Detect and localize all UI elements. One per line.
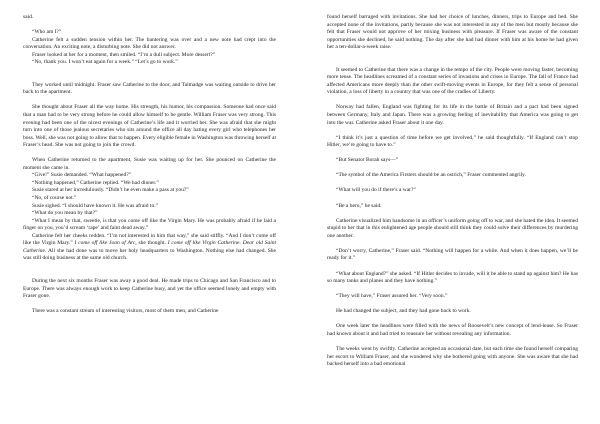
paragraph: said. — [23, 14, 34, 20]
paragraph — [23, 233, 276, 263]
italic-thought: I come off like Virgin Catherine. Dear old Saint Catherine. — [23, 240, 277, 254]
dialogue-line: “Nothing happened,” Catherine replied. “We had dinner.” — [32, 179, 159, 186]
paragraph: One week later the headlines were filled with the news of Roosevelt’s new concept of lend-lease. So Fraser had known about it and had tried to reassure her without revealing any information. — [327, 323, 578, 337]
paragraph: He had changed the subject, and they had gone back to work. — [336, 308, 471, 315]
paragraph: The weeks went by swiftly. Catherine accepted an occasional date, but each time she found herself comparing her escort to William Fraser, and she wondered why she bothered going with anyone. She was aware that she had backed herself into a bad emotional — [327, 345, 578, 368]
dialogue-line: Susie sighed. “I should have known it. He was afraid to.” — [32, 202, 159, 209]
paragraph: Norway had fallen, England was fighting for its life in the battle of Britain and a pact had been signed between Germany, Italy and Japan. There was a growing feeling of inevitability that America was going to get into the war. Catherine asked Fraser about it one day. — [327, 104, 578, 126]
paragraph: There was a constant stream of interesting visitors, most of them men, and Catherine — [32, 308, 219, 315]
paragraph: They worked until midnight. Fraser saw Catherine to the door, and Talmadge was waiting outside to drive her back to the apartment. — [23, 81, 276, 96]
dialogue-line: “I think it’s just a question of time before we get involved,” he said thoughtfully. “If England can’t stop Hitler, we’re going to have to.” — [327, 134, 578, 149]
text-run: she thought. — [136, 240, 168, 247]
paragraph: found herself barraged with invitations. She had her choice of lunches, dinners, trips to Europe and bed. She accepted none of the invitations, partly because she was not interested in any of the men but mostly because she felt that Fraser would not approve of her mixing business with pleasure. If Fraser was aware of the constant opportunities she declined, he said nothing. The day after she had had dinner with him at his home he had given her a ten-dollar-a-week raise. — [327, 14, 578, 51]
dialogue-line: “Who am I?” — [32, 29, 62, 36]
text-run: Catherine felt her cheeks redden. “I’m not interested in him that way,” she said stiffly. “And I don’t come off like the Virgin Mary.” — [23, 232, 276, 247]
dialogue-line: “What will you do if there’s a war?” — [336, 187, 416, 194]
dialogue-line: “What I mean by that, sweetie, is that you come off like the Virgin Mary. He was probably afraid if he laid a finger on you, you’d scream ‘rape’ and faint dead away.” — [23, 217, 276, 232]
paragraph: She thought about Fraser all the way home. His strength, his humor, his compassion. Someone had once said that a man had to be very strong before he could allow himself to be gentle. William Fraser was very strong. This evening had been one of the nicest evenings of Catherine’s life and it worried her. She was afraid that she might turn into one of those jealous secretaries who sits around the office all day hating every girl who telephones her boss. Well, she was not going to allow that to happen. Every eligible female in Washington was throwing herself at Fraser’s head. She was not going to join the crowd. — [23, 104, 276, 149]
dialogue-line: “Be a hero,” he said. — [336, 202, 382, 209]
dialogue-line: “Don’t worry, Catherine,” Fraser said. “Nothing will happen for a while. And when it does happen, we’ll be ready for it.” — [327, 247, 578, 262]
dialogue-line: Fraser looked at her for a moment, then smiled. “I’m a dull subject. More dessert?” — [32, 51, 216, 58]
italic-thought: I come off like Joan of Arc, — [74, 240, 137, 247]
paragraph: During the next six months Fraser was away a good deal. He made trips to Chicago and San Francisco and to Europe. There was always enough work to keep Catherine busy, and yet the office seemed lonely and empty with Fraser gone. — [23, 277, 276, 300]
paragraph: Catherine visualized him handsome in an officer’s uniform going off to war, and she hated the idea. It seemed stupid to her that in this enlightened age people should still think they could solve their differences by murdering one another. — [327, 217, 578, 239]
right-page — [300, 0, 600, 424]
dialogue-line: “But Senator Borah says—” — [336, 157, 399, 164]
text-run: All she had done was to move her holy headquarters to Washington. Nothing else had changed. She was still doing business at the same old church. — [23, 247, 276, 262]
dialogue-line: “No, of course not.” — [32, 195, 77, 202]
paragraph: Catherine felt a sudden tension within her. The bantering was over and a new note had crept into the conversation. An exciting note, a disturbing note. She did not answer. — [23, 36, 276, 51]
paragraph: It seemed to Catherine that there was a change in the tempo of the city. People were moving faster, becoming more tense. The headlines screamed of a constant series of invasions and crises in Europe. The fall of France had affected Americans more deeply than the other swift-moving events in Europe, for they felt a sense of personal violation, a loss of liberty in a country that was one of the cradles of Liberty. — [327, 66, 578, 96]
dialogue-line: “The symbol of the America Firsters should be an ostrich,” Fraser commented angrily. — [336, 172, 526, 179]
dialogue-line: “No, thank you. I won’t eat again for a week.” “Let’s go to work.” — [32, 59, 178, 66]
dialogue-line: “Give!” Susie demanded. “What happened?” — [32, 172, 132, 179]
dialogue-line: “What about England?” she asked. “If Hitler decides to invade, will it be able to stand up against him? He has so many tanks and planes and they have nothing.” — [327, 270, 578, 285]
dialogue-line: “What do you mean by that?” — [32, 210, 98, 217]
paragraph: When Catherine returned to the apartment, Susie was waiting up for her. She pounced on Catherine the moment she came in. — [23, 157, 276, 171]
dialogue-line: “They will have,” Fraser assured her. “Very soon.” — [336, 293, 448, 300]
dialogue-line: Susie stared at her incredulously. “Didn’t he even make a pass at you?” — [32, 187, 189, 194]
